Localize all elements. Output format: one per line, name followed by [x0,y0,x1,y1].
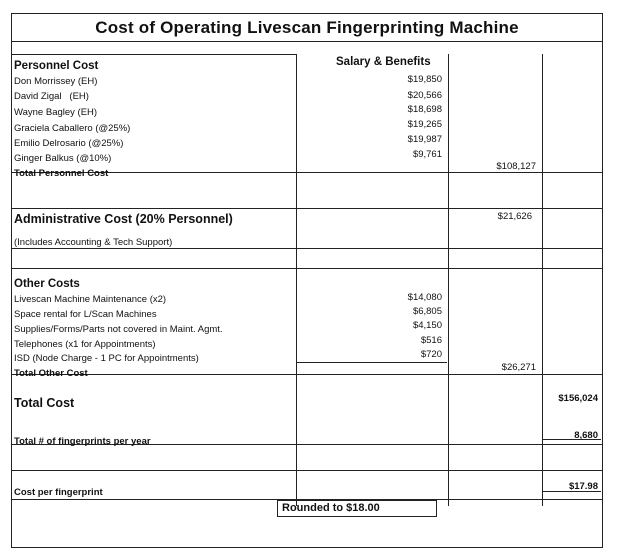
other-cost-amount: $4,150 [412,320,442,331]
other-cost-amount: $14,080 [407,292,442,303]
fingerprints-per-year-label: Total # of fingerprints per year [14,436,151,447]
column-divider [296,54,297,506]
row-divider [12,248,602,249]
administrative-note: (Includes Accounting & Tech Support) [14,237,173,248]
personnel-amount: $19,987 [407,134,442,145]
personnel-amount: $9,761 [412,149,442,160]
other-cost-amount: $6,805 [412,306,442,317]
personnel-amount: $19,265 [407,119,442,130]
document-title: Cost of Operating Livescan Fingerprinting Machine [12,14,602,42]
administrative-cost-amount: $21,626 [497,211,532,222]
cost-per-fingerprint-label: Cost per fingerprint [14,487,103,498]
personnel-amount: $20,566 [407,90,442,101]
rounded-cost-box: Rounded to $18.00 [277,500,437,517]
personnel-cost-heading: Personnel Cost [14,60,99,72]
row-divider [12,208,602,209]
other-costs-heading: Other Costs [14,278,80,290]
other-cost-amount: $516 [420,335,442,346]
cost-table [11,13,603,548]
total-personnel-label: Total Personnel Cost [14,168,109,179]
column-divider [448,54,449,506]
other-cost-name: Supplies/Forms/Parts not covered in Maint. Agmt. [14,324,223,335]
other-cost-name: ISD (Node Charge - 1 PC for Appointments) [14,353,199,364]
total-cost-label: Total Cost [14,396,75,410]
other-cost-name: Livescan Machine Maintenance (x2) [14,294,167,305]
subtotal-underline [297,362,447,363]
personnel-name: David Zigal (EH) [14,91,89,102]
cost-per-fingerprint-amount: $17.98 [568,481,598,492]
row-divider [12,470,602,471]
other-cost-name: Telephones (x1 for Appointments) [14,339,156,350]
personnel-name: Wayne Bagley (EH) [14,107,98,118]
row-divider [12,268,602,269]
total-other-cost-label: Total Other Cost [14,368,88,379]
administrative-cost-label: Administrative Cost (20% Personnel) [14,212,233,226]
personnel-name: Don Morrissey (EH) [14,76,98,87]
personnel-amount: $18,698 [407,104,442,115]
other-cost-name: Space rental for L/Scan Machines [14,309,157,320]
total-cost-amount: $156,024 [558,393,598,404]
fingerprints-per-year-amount: 8,680 [574,430,598,441]
salary-benefits-heading: Salary & Benefits [336,56,431,68]
personnel-name: Ginger Balkus (@10%) [14,153,112,164]
row-divider [12,54,296,55]
personnel-amount: $19,850 [407,74,442,85]
other-cost-amount: $720 [420,349,442,360]
personnel-name: Emilio Delrosario (@25%) [14,138,124,149]
total-personnel-amount: $108,127 [496,161,536,172]
row-divider [12,374,602,375]
personnel-name: Graciela Caballero (@25%) [14,123,131,134]
total-other-cost-amount: $26,271 [501,362,536,373]
